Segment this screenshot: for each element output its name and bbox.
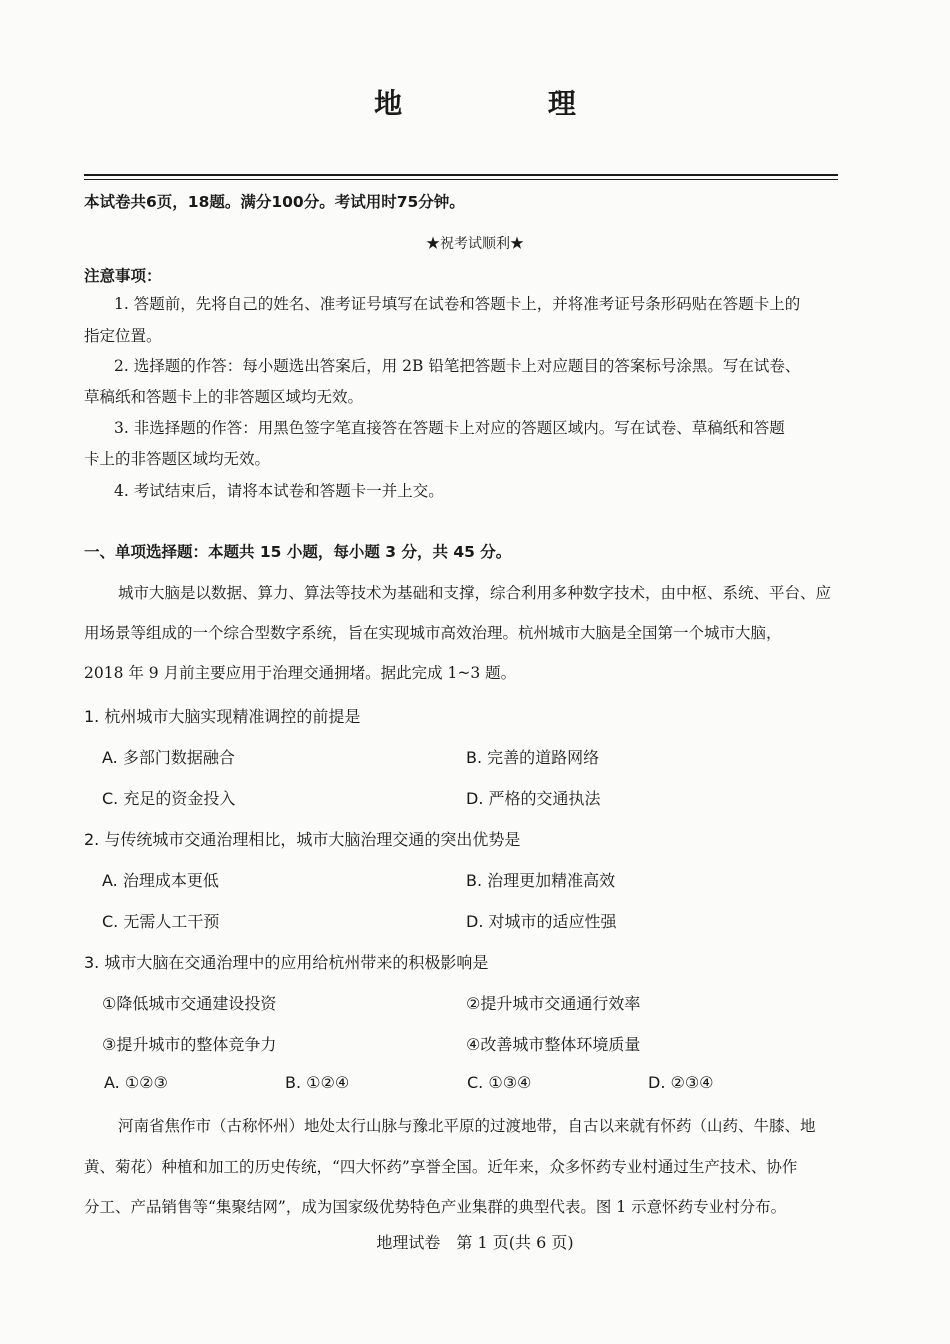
header-divider: [84, 174, 838, 176]
question-stem: 2. 与传统城市交通治理相比，城市大脑治理交通的突出优势是: [84, 830, 521, 849]
blessing: ★祝考试顺利★: [426, 236, 524, 252]
option-c: C. ①③④: [467, 1073, 532, 1092]
notice-line: 草稿纸和答题卡上的非答题区域均无效。: [84, 388, 364, 406]
statement-3: ③提升城市的整体竞争力: [102, 1035, 277, 1054]
notice-line: 4. 考试结束后，请将本试卷和答题卡一并上交。: [114, 482, 444, 500]
page-footer: 地理试卷 第 1 页(共 6 页): [376, 1233, 574, 1252]
statement-4: ④改善城市整体环境质量: [466, 1035, 641, 1054]
question-stem: 1. 杭州城市大脑实现精准调控的前提是: [84, 707, 361, 726]
option-b: B. 完善的道路网络: [466, 748, 600, 767]
notice-line: 1. 答题前，先将自己的姓名、准考证号填写在试卷和答题卡上，并将准考证号条形码贴在答题卡上的: [114, 295, 801, 313]
option-d: D. ②③④: [648, 1073, 714, 1092]
option-a: A. 治理成本更低: [102, 871, 219, 890]
passage-line: 用场景等组成的一个综合型数字系统，旨在实现城市高效治理。杭州城市大脑是全国第一个城市大脑，: [84, 624, 782, 642]
notice-heading: 注意事项：: [84, 267, 162, 285]
passage-line: 城市大脑是以数据、算力、算法等技术为基础和支撑，综合利用多种数字技术，由中枢、系统、平台、应: [118, 584, 832, 602]
passage-line: 分工、产品销售等“集聚结网”，成为国家级优势特色产业集群的典型代表。图 1 示意怀药专业村分布。: [84, 1198, 787, 1216]
exam-info: 本试卷共6页，18题。满分100分。考试用时75分钟。: [84, 193, 465, 211]
option-d: D. 对城市的适应性强: [466, 912, 617, 931]
option-a: A. 多部门数据融合: [102, 748, 235, 767]
passage-line: 河南省焦作市（古称怀州）地处太行山脉与豫北平原的过渡地带，自古以来就有怀药（山药、牛膝、地: [118, 1117, 816, 1135]
page-title: 地 理: [374, 87, 644, 120]
statement-1: ①降低城市交通建设投资: [102, 994, 277, 1013]
option-c: C. 充足的资金投入: [102, 789, 236, 808]
option-a: A. ①②③: [104, 1073, 168, 1092]
question-stem: 3. 城市大脑在交通治理中的应用给杭州带来的积极影响是: [84, 953, 489, 972]
option-b: B. ①②④: [285, 1073, 350, 1092]
notice-line: 指定位置。: [84, 327, 162, 345]
statement-2: ②提升城市交通通行效率: [466, 994, 641, 1013]
notice-line: 卡上的非答题区域均无效。: [84, 450, 271, 468]
passage-line: 黄、菊花）种植和加工的历史传统，“四大怀药”享誉全国。近年来，众多怀药专业村通过生产技术、协作: [84, 1158, 798, 1176]
passage-line: 2018 年 9 月前主要应用于治理交通拥堵。据此完成 1~3 题。: [84, 664, 517, 682]
option-d: D. 严格的交通执法: [466, 789, 601, 808]
header-divider-thin: [84, 179, 838, 180]
notice-line: 2. 选择题的作答：每小题选出答案后，用 2B 铅笔把答题卡上对应题目的答案标号涂黑。写在试卷、: [114, 357, 801, 375]
notice-line: 3. 非选择题的作答：用黑色签字笔直接答在答题卡上对应的答题区域内。写在试卷、草稿纸和答题: [114, 419, 785, 437]
option-b: B. 治理更加精准高效: [466, 871, 616, 890]
option-c: C. 无需人工干预: [102, 912, 220, 931]
section-heading: 一、单项选择题：本题共 15 小题，每小题 3 分，共 45 分。: [84, 543, 512, 561]
